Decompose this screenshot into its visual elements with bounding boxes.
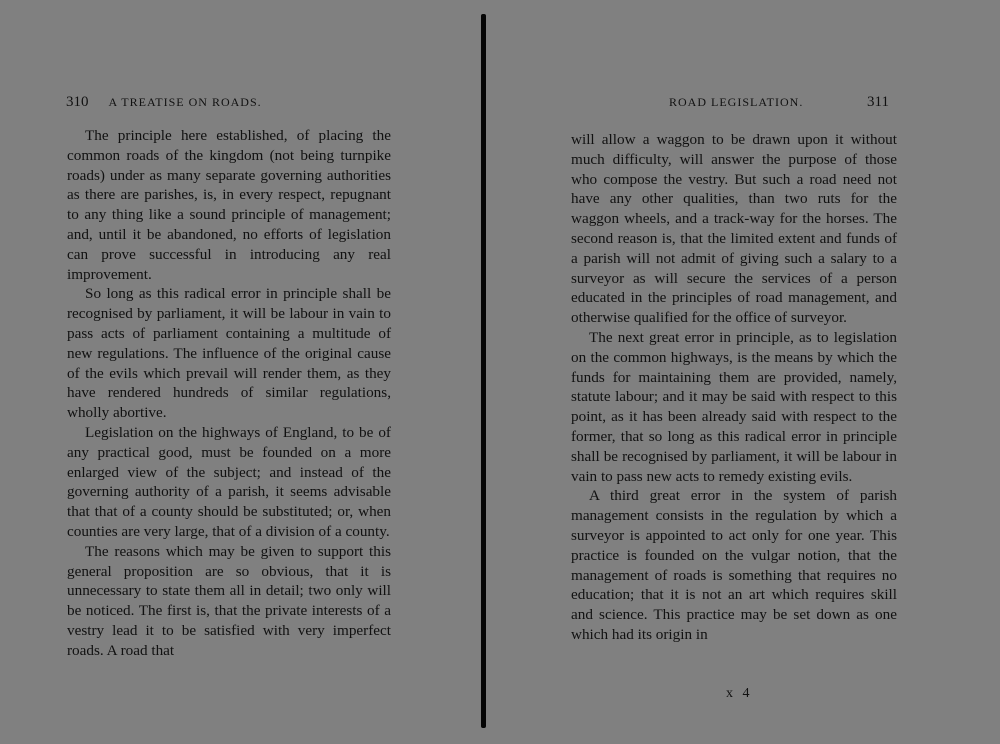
paragraph: A third great error in the system of parish management consists in the regulation by which a surveyor is appointed to act only for one year. This practice is founded on the vulgar notion, that the management of roads is something that requires no education; that it is not an art which requires skill and science. This practice may be set down as one which had its origin in bbox=[571, 487, 897, 643]
right-page bbox=[486, 0, 1000, 744]
paragraph-continued: will allow a waggon to be drawn upon it without much difficulty, will answer the purpose of those who compose the vestry. But such a road need not have any other qualities, than two ruts for the waggon wheels, and a track-way for the horses. The second reason is, that the limited extent and funds of a parish will not admit of giving such a salary to a surveyor as will secure the services of a person educated in the principles of road management, and otherwise qualified for the office of surveyor. bbox=[571, 131, 897, 327]
left-running-head bbox=[66, 94, 390, 111]
right-body-text bbox=[571, 130, 897, 645]
paragraph: The next great error in principle, as to legislation on the common highways, is the means by which the funds for maintaining them are provided, namely, statute labour; and it may be said with respect to this point, as it has been already said with respect to the former, that so long as this radical error in principle shall be recognised by parliament, it will be labour in vain to pass new acts to remedy existing evils. bbox=[571, 328, 897, 485]
paragraph: The reasons which may be given to support this general proposition are so obvious, that it is unnecessary to state them all in detail; two only will be noticed. The first is, that the private interests of a vestry lead it to be satisfied with very imperfect roads. A road that bbox=[67, 542, 391, 659]
paragraph: The principle here established, of placing the common roads of the kingdom (not being turnpike roads) under as many separate governing authorities as there are parishes, is, in every respect, repugnant to any thing like a sound principle of management; and, until it be abandoned, no efforts of legislation can prove successful in introducing any real improvement. bbox=[67, 127, 391, 283]
left-running-title: A TREATISE ON ROADS. bbox=[108, 95, 262, 109]
paragraph: Legislation on the highways of England, to be of any practical good, must be founded on a more enlarged view of the subject; and instead of the governing authority of a parish, it seems advisable that that of a county should be substituted; or, when counties are very large, that of a division of a county. bbox=[67, 423, 391, 540]
left-body-text bbox=[67, 126, 391, 661]
paragraph: So long as this radical error in principle shall be recognised by parliament, it will be labour in vain to pass acts of parliament containing a multitude of new regulations. The influence of the original cause of the evils which prevail will render them, as they have rendered hundreds of similar regulations, wholly abortive. bbox=[67, 285, 391, 422]
left-page-number: 310 bbox=[66, 94, 89, 110]
signature-mark: x 4 bbox=[726, 686, 753, 701]
right-running-title: ROAD LEGISLATION. bbox=[669, 95, 804, 109]
left-page bbox=[0, 0, 470, 744]
right-page-number: 311 bbox=[867, 94, 889, 110]
right-running-head bbox=[669, 94, 889, 111]
